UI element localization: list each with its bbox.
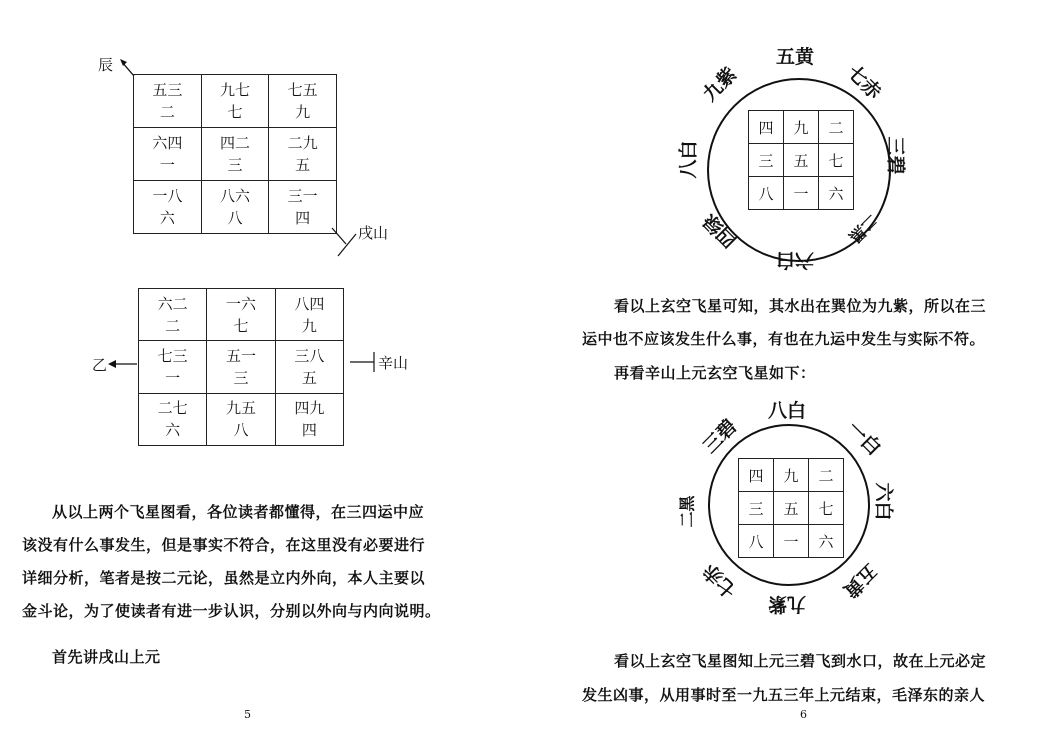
left-paragraph-cont — [22, 529, 441, 628]
flying-star-grid-2 — [138, 288, 344, 446]
outer-star-label: 九紫 — [698, 63, 742, 106]
grid1-cell: 二九 五 — [269, 128, 337, 181]
grid2-cell: 六二 二 — [139, 289, 207, 341]
grid1-cell: 三一 四 — [269, 181, 337, 234]
grid1-cell: 六四 一 — [134, 128, 202, 181]
outer-star-label: 六白 — [872, 482, 895, 521]
inner-grid-1: 四 九 二 三 五 七 八 一 六 — [748, 110, 854, 210]
grid2-cell: 四九 四 — [275, 393, 343, 445]
mountain-label-xu: 戌山 — [358, 224, 389, 242]
outer-star-label: 三碧 — [884, 136, 907, 175]
inner-grid-2: 四 九 二 三 五 七 八 一 六 — [738, 458, 844, 558]
left-arrow — [108, 358, 138, 370]
outer-star-label: 四绿 — [698, 209, 742, 252]
outer-star-label: 九紫 — [768, 593, 807, 615]
mountain-label-xin: 辛山 — [378, 354, 409, 372]
grid2-cell: 一六 七 — [207, 289, 275, 341]
grid1-cell: 八六 八 — [201, 181, 269, 234]
outer-star-label: 五黄 — [776, 46, 815, 68]
grid2-cell: 八四 九 — [275, 289, 343, 341]
paragraph-line: 从以上两个飞星图看，各位读者都懂得，在三四运中应 — [52, 503, 425, 521]
outer-star-label: 三碧 — [698, 415, 742, 458]
grid1-cell: 九七 七 — [201, 75, 269, 128]
direction-label-yi: 乙 — [92, 356, 108, 374]
grid1-cell: 五三 二 — [134, 75, 202, 128]
right-intro-line: 再看辛山上元玄空飞星如下： — [614, 364, 816, 382]
grid2-cell: 三八 五 — [275, 341, 343, 393]
page-number-right: 6 — [800, 708, 807, 721]
paragraph-line: 该没有什么事发生，但是事实不符合，在这里没有必要进行 — [22, 536, 426, 554]
outer-star-label: 七赤 — [842, 61, 886, 104]
right-paragraph-1-first: 看以上玄空飞星可知，其水出在巽位为九紫，所以在三 — [614, 297, 987, 315]
outer-star-label: 六白 — [776, 249, 815, 271]
section-heading: 首先讲戌山上元 — [52, 648, 161, 666]
outer-star-label: 五黄 — [838, 559, 882, 602]
right-paragraph-2-second: 发生凶事，从用事时至一九五三年上元结束，毛泽东的亲人 — [582, 686, 986, 704]
outer-star-label: 二黑 — [845, 210, 882, 247]
paragraph-line: 金斗论，为了使读者有进一步认识，分别以外向与内向说明。 — [22, 602, 441, 620]
outer-star-label: 七赤 — [698, 559, 742, 602]
grid2-cell: 七三 一 — [139, 341, 207, 393]
grid2-cell: 五一 三 — [207, 341, 275, 393]
corner-label-chen: 辰 — [98, 56, 114, 74]
right-paragraph-1-second: 运中也不应该发生什么事，有也在九运中发生与实际不符。 — [582, 330, 986, 348]
grid2-cell: 九五 八 — [207, 393, 275, 445]
page-number-left: 5 — [244, 708, 251, 721]
left-paragraph — [52, 496, 424, 529]
outer-star-label: 八白 — [768, 400, 807, 422]
outer-star-label: 八白 — [677, 140, 700, 179]
mountain-line-xin — [350, 350, 378, 374]
grid1-cell: 四二 三 — [201, 128, 269, 181]
flying-star-grid-1 — [133, 74, 337, 234]
grid1-cell: 七五 九 — [269, 75, 337, 128]
outer-star-label: 二黑 — [677, 495, 697, 528]
grid1-cell: 一八 六 — [134, 181, 202, 234]
right-paragraph-2-first: 看以上玄空飞星图知上元三碧飞到水口，故在上元必定 — [614, 652, 987, 670]
grid2-cell: 二七 六 — [139, 393, 207, 445]
paragraph-line: 详细分析，笔者是按二元论，虽然是立内外向，本人主要以 — [22, 569, 426, 587]
outer-star-label: 一白 — [842, 417, 886, 460]
